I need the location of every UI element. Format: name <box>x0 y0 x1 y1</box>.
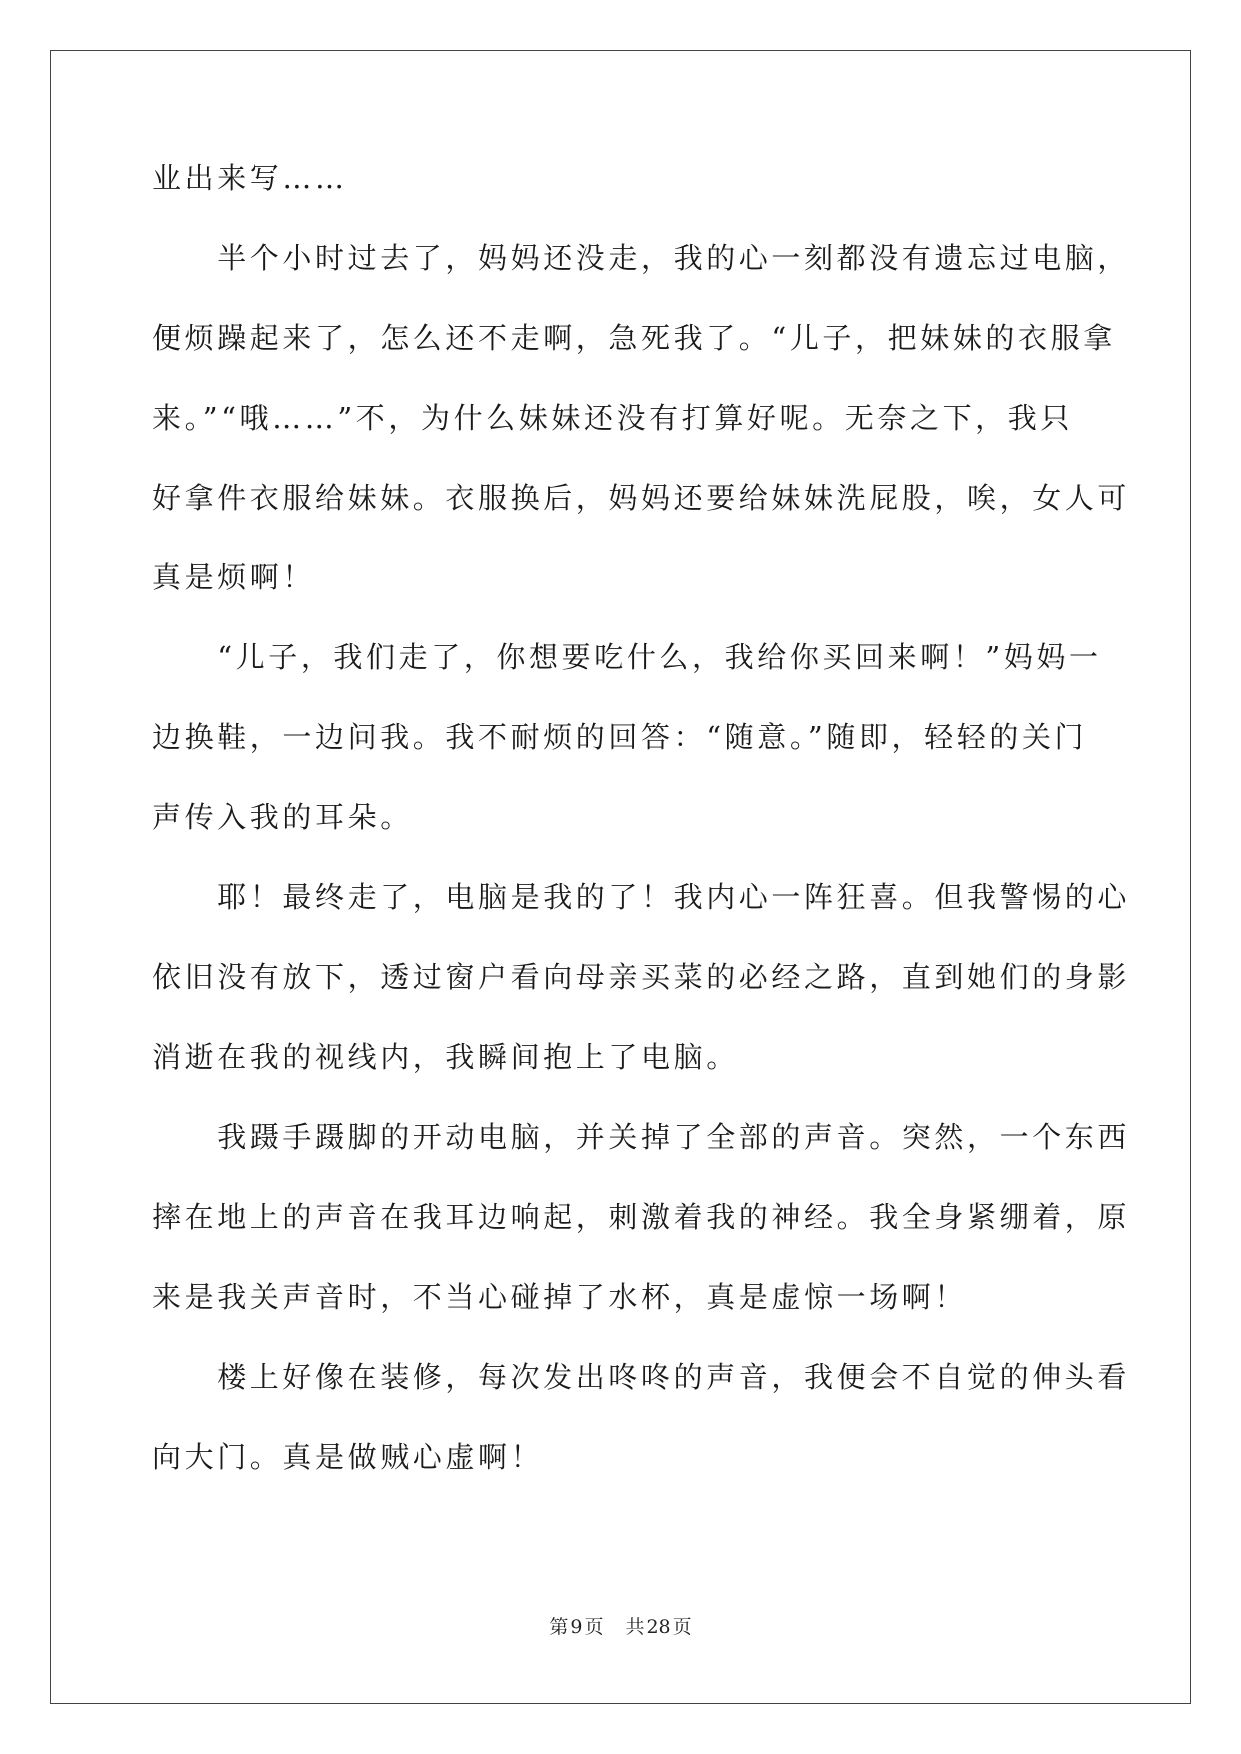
text-line: 真是烦啊！ <box>152 560 316 594</box>
text-line: 业出来写…… <box>152 161 348 195</box>
page-number: 9 <box>570 1616 583 1638</box>
text-line: “儿子，我们走了，你想要吃什么，我给你买回来啊！”妈妈一 <box>152 640 1102 674</box>
text-line: 来。”“哦……”不，为什么妹妹还没有打算好呢。无奈之下，我只 <box>152 401 1073 435</box>
page-prefix: 第 <box>549 1616 569 1638</box>
total-pages: 28 <box>646 1616 671 1638</box>
text-line: 消逝在我的视线内，我瞬间抱上了电脑。 <box>152 1040 739 1074</box>
total-prefix: 共 <box>625 1616 645 1638</box>
text-line: 楼上好像在装修，每次发出咚咚的声音，我便会不自觉的伸头看 <box>152 1360 1131 1394</box>
text-line: 耶！最终走了，电脑是我的了！我内心一阵狂喜。但我警惕的心 <box>152 880 1131 914</box>
text-line: 我蹑手蹑脚的开动电脑，并关掉了全部的声音。突然，一个东西 <box>152 1120 1131 1154</box>
text-line: 摔在地上的声音在我耳边响起，刺激着我的神经。我全身紧绷着，原 <box>152 1200 1131 1234</box>
text-line: 便烦躁起来了，怎么还不走啊，急死我了。“儿子，把妹妹的衣服拿 <box>152 321 1116 355</box>
page-footer <box>0 1615 1241 1639</box>
text-line: 好拿件衣服给妹妹。衣服换后，妈妈还要给妹妹洗屁股，唉，女人可 <box>152 481 1131 515</box>
text-line: 半个小时过去了，妈妈还没走，我的心一刻都没有遗忘过电脑， <box>152 241 1131 275</box>
total-suffix: 页 <box>672 1616 692 1638</box>
page-suffix: 页 <box>584 1616 604 1638</box>
text-line: 向大门。真是做贼心虚啊！ <box>152 1440 544 1474</box>
text-line: 来是我关声音时，不当心碰掉了水杯，真是虚惊一场啊！ <box>152 1280 968 1314</box>
text-line: 声传入我的耳朵。 <box>152 800 413 834</box>
text-line: 边换鞋，一边问我。我不耐烦的回答：“随意。”随即，轻轻的关门 <box>152 720 1088 754</box>
text-line: 依旧没有放下，透过窗户看向母亲买菜的必经之路，直到她们的身影 <box>152 960 1131 994</box>
